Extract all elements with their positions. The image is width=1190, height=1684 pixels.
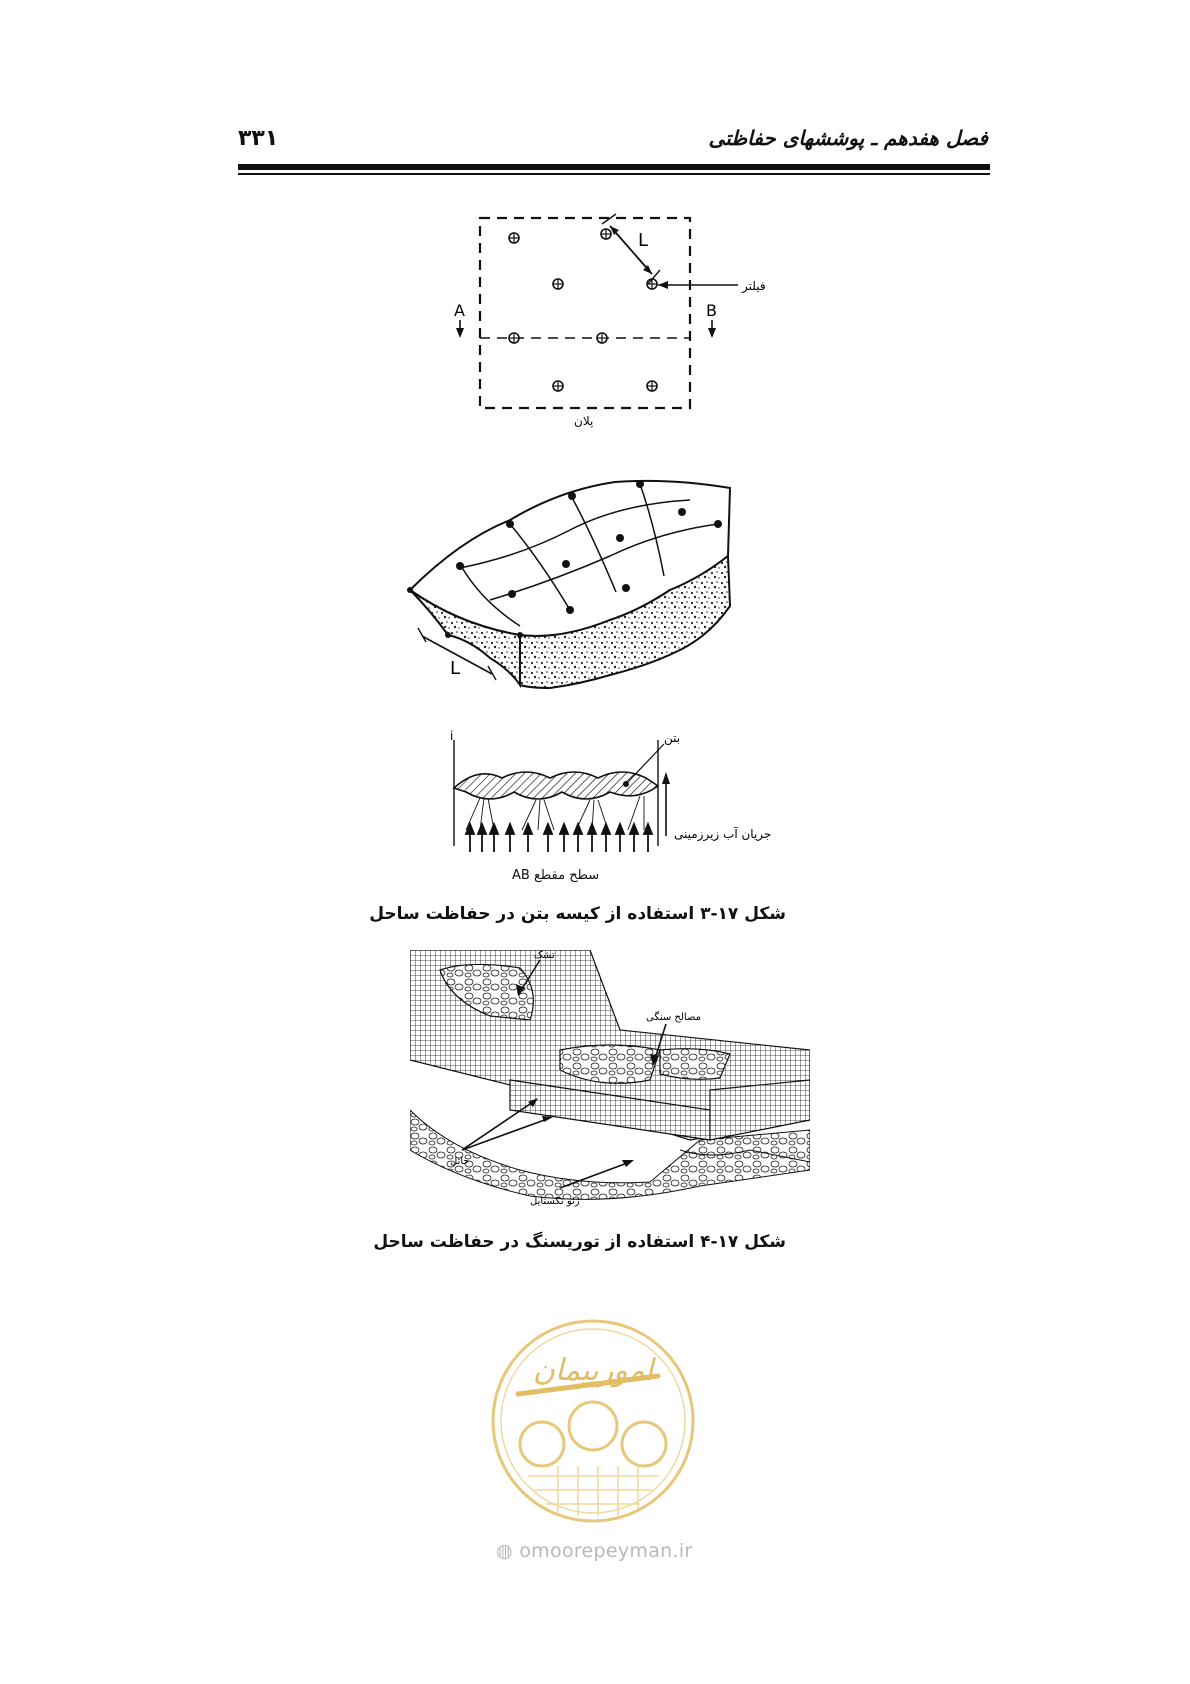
stone-label: مصالح سنگی: [646, 1012, 702, 1023]
plan-filter-label: فیلتر: [742, 279, 766, 293]
partition-label: حائل: [450, 1156, 470, 1167]
groundwater-label: جریان آب زیرزمینی: [674, 827, 772, 841]
groundwater-arrows: [466, 824, 652, 852]
header-rule-thick: [238, 164, 990, 170]
iso-label-L: L: [450, 658, 461, 679]
watermark-logo: [488, 1316, 698, 1526]
concrete-label: بتن: [664, 731, 681, 745]
plan-label-L: L: [638, 230, 649, 251]
watermark-url-text: omoorepeyman.ir: [519, 1540, 693, 1562]
section-marker-b: B: [706, 301, 717, 320]
section-marker-a: A: [454, 301, 465, 320]
figure-4-caption: شکل ۱۷-۴ استفاده از توریسنگ در حفاظت ساحل: [373, 1232, 786, 1252]
plan-diagram: [420, 200, 820, 420]
plan-caption: پلان: [574, 414, 594, 428]
figure-3-caption: شکل ۱۷-۳ استفاده از کیسه بتن در حفاظت ساحل: [369, 904, 786, 924]
net-label: تشک: [534, 950, 555, 961]
watermark-logo-text: امورپیمان: [532, 1353, 654, 1388]
concrete-bag-isometric: [400, 460, 800, 730]
globe-icon: ◍: [496, 1540, 513, 1562]
geotextile-label: ژئو تکستایل: [530, 1196, 580, 1207]
watermark-url: [496, 1540, 693, 1562]
running-header: فصل هفدهم ـ پوششهای حفاظتی: [708, 126, 988, 150]
cross-section-ab: [440, 730, 810, 860]
header-rule-thin: [238, 173, 990, 175]
gabion-illustration: [410, 950, 810, 1210]
cross-section-caption: سطح مقطع AB: [512, 868, 600, 883]
section-marker-i: i: [450, 730, 454, 743]
page-number: ۳۳۱: [238, 126, 279, 151]
